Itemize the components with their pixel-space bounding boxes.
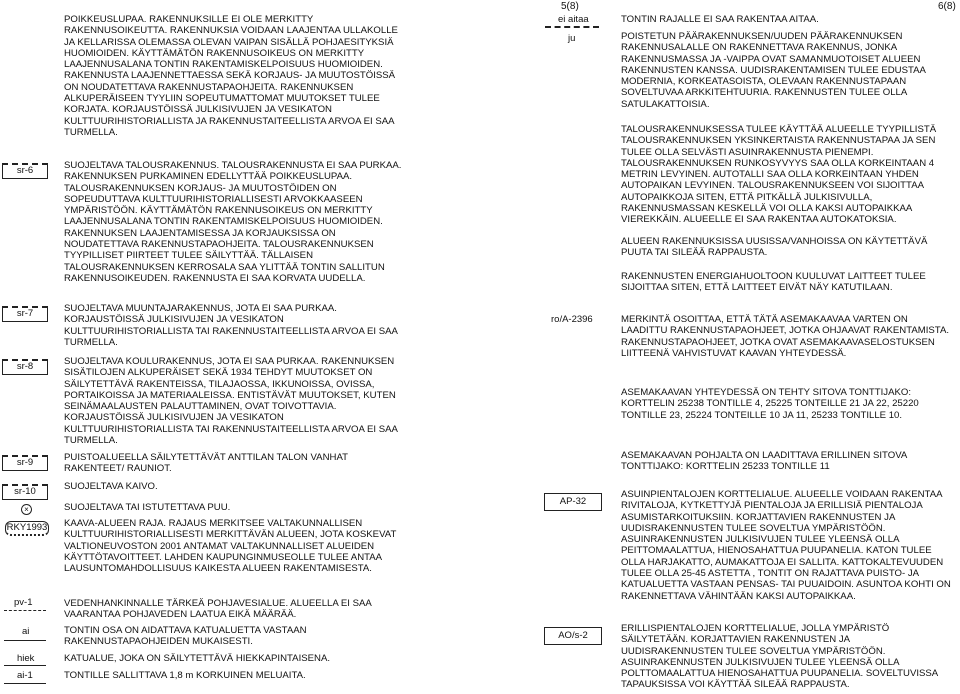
ao-s-2-text: ERILLISPIENTALOJEN KORTTELIALUE, JOLLA YMPÄRISTÖ SÄILYTETÄÄN. KORJATTAVIEN RAKENNUSTEN JA UUDISRAKENNUSTEN TULEE SOVELTUA YMPÄRISTÖÖN. ASUINRAKENNUSTEN JULKISIVUJEN TULEE YLEENSÄ OLLA POLTTOMAALATTUA HIENOSAHATTUA PUUPANELIA. SOVELTUVISSA TAPAUKSISSA VOI KÄYTTÄÄ SILEÄÄ RAPPAUSTA. [621, 623, 938, 691]
ro-label: ro/A-2396 [551, 314, 593, 325]
sr-7-symbol [2, 306, 48, 322]
sr-9-label: sr-9 [16, 457, 34, 468]
sr-6-symbol [2, 163, 48, 179]
ju-text-1: POISTETUN PÄÄRAKENNUKSEN/UUDEN PÄÄRAKENNUKSEN RAKENNUSALALLE ON RAKENNETTAVA RAKENNUS, JONKA RAKENNUSMASSA JA -VAIPPA OVAT SAMANMUOTOISET ALUEEN RAKENNUSTEN KANSSA. UUDISRAKENTAMISEN TULEE EDUSTAA MODERNIA, KORKEATASOISTA, OLEVAAN RAKENNUSTAPAAN SOVELTUVAA ARKKITEHTUURIA. RAKENNUSTEN TULEE OLLA SATULAKATTOISIA. [621, 31, 926, 110]
ei-aitaa-line [545, 26, 599, 28]
ap-32-symbol [544, 493, 602, 511]
ai-text: TONTIN OSA ON AIDATTAVA KATUALUETTA VASTAAN RAKENNUSTAPAOHJEIDEN MUKAISESTI. [64, 625, 307, 648]
sr-8-text: SUOJELTAVA KOULURAKENNUS, JOTA EI SAA PURKAA. RAKENNUKSEN SISÄTILOJEN ALKUPERÄISET SEKÄ 1934 TEHDYT MUUTOKSET ON SÄILYTETTÄVÄ RAKENTEISSA, TILAJAOSSA, IKKUNOISSA, OVISSA, PORTAIKOISSA JA MATERIAALEISSA. ENTISTÄVÄT MUUTOKSET, KUTEN SEINÄMAALAUSTEN PALAUTTAMINEN, OVAT TOIVOTTAVIA. KORJAUSTÖISSÄ JULKISIVUJEN JA VESIKATON KULTTUURIHISTORIALLISTA TAI RAKENNUSTAITEELLISTA ARVOA EI SAA TURMELLA. [64, 356, 398, 447]
tonttijako-text-2: ASEMAKAAVAN POHJALTA ON LAADITTAVA ERILLINEN SITOVA TONTTIJAKO: KORTTELIN 25233 TONTILLE 11 [621, 450, 907, 473]
sr-9-symbol [2, 455, 48, 471]
sr-9-text: PUISTOALUEELLA SÄILYTETTÄVÄT ANTTILAN TALON VANHAT RAKENTEET/ RAUNIOT. [64, 452, 348, 475]
page-number-left: 5(8) [561, 1, 579, 12]
ao-s-2-label: AO/s-2 [558, 630, 588, 641]
ro-text: MERKINTÄ OSOITTAA, ETTÄ TÄTÄ ASEMAKAAVAA VARTEN ON LAADITTU RAKENNUSTAPAOHJEET, JOTKA OHJAAVAT RAKENTAMISTA. RAKENNUSTAPAOHJEET, JOTKA OVAT ASEMAKAAVASELOSTUKSEN LIITTEENÄ VAHVISTUVAT KAAVAN YHTEYDESSÄ. [621, 314, 950, 359]
page-number-right: 6(8) [938, 1, 956, 12]
ju-label: ju [568, 33, 576, 44]
ai-line [4, 640, 46, 641]
tree-symbol-icon: × [21, 504, 32, 515]
sr-10-text: SUOJELTAVA KAIVO. [64, 481, 158, 492]
sr-10-symbol [2, 484, 48, 500]
sr-6-text: SUOJELTAVA TALOUSRAKENNUS. TALOUSRAKENNUSTA EI SAA PURKAA. RAKENNUKSEN PURKAMINEN EDELLYTTÄÄ POIKKEUSLUPAA. TALOUSRAKENNUKSEN KORJAUS- JA MUUTOSTÖIDEN ON SOPEUDUTTAVA KULTTUURIHISTORIALLISESTI ARVOKKAASEEN YMPÄRISTÖÖN. KÄYTTÄMÄTÖN RAKENNUSOIKEUS ON MERKITTY LAAJENNUSALANA TONTIN RAKENTAMISKELPOISUUS HUOMIOIDEN. RAKENNUKSEN LAAJENTAMISESSA JA KORJAUKSISSA ON NOUDATETTAVA RAKENNUSTAPAOHJEITA. TALOUSRAKENNUKSEN TYYPILLISET PIIRTEET TULEE SÄILYTTÄÄ. TÄLLAISEN TALOUSRAKENNUKSEN KERROSALA SAA YLITTÄÄ TONTIN SALLITUN RAKENNUSOIKEUDEN. RAKENNUSTA EI SAA KORVATA UUDELLA. [64, 160, 402, 284]
ao-s-2-symbol [544, 627, 602, 645]
tonttijako-text-1: ASEMAKAAVAN YHTEYDESSÄ ON TEHTY SITOVA TONTTIJAKO: KORTTELIN 25238 TONTILLE 4, 25225 TONTEILLE 21 JA 22, 25220 TONTILLE 23, 25224 TONTEILLE 10 JA 11, 25233 TONTILLE 10. [621, 387, 919, 421]
left-intro-paragraph: POIKKEUSLUPAA. RAKENNUKSILLE EI OLE MERKITTY RAKENNUSOIKEUTTA. RAKENNUKSIA VOIDAAN LAAJENTAA ULLAKOLLE JA KELLARISSA OLEMASSA OLEVAN VAIPAN SISÄLLÄ POHJAESITYKSIÄ HUOMIOIDEN. KÄYTTÄMÄTÖN RAKENNUSOIKEUS ON MERKITTY LAAJENNUSALANA TONTIN RAKENTAMISKELPOISUUS HUOMIOIDEN. RAKENNUSTA LAAJENNETTAESSA SEKÄ KORJAUS- JA MUUTOSTÖISSÄ ON NOUDATETTAVA RAKENNUSTAPAOHJEITA. RAKENNUKSEN ALKUPERÄISEEN TYYLIIN SOPEUTUMATTOMAT MUUTOKSET TULEE KORJATA. KORJAUSTÖISSÄ JULKISIVUJEN JA VESIKATON KULTTUURIHISTORIALLISTA JA RAKENNUSTAITEELLISTA ARVOA EI SAA TURMELLA. [64, 14, 398, 138]
hiek-label: hiek [17, 653, 35, 664]
pv-1-label: pv-1 [14, 597, 33, 608]
sr-8-symbol [2, 359, 48, 375]
rky-text: KAAVA-ALUEEN RAJA. RAJAUS MERKITSEE VALTAKUNNALLISEN KULTTUURIHISTORIALLISESTI MERKITTÄVÄN ALUEEN, JOTA KOSKEVAT VALTIONEUVOSTON 2001 ANTAMAT VALTAKUNNALLISET ALUEIDEN KÄYTTÖTAVOITTEET. LAHDEN KAUPUNGINMUSEOLLE TULEE ANTAA LAUSUNTOMAHDOLLISUUS KAIKESTA ALUEEN RAKENTAMISESTA. [64, 518, 397, 575]
pv-1-line [4, 610, 46, 611]
pv-1-text: VEDENHANKINNALLE TÄRKEÄ POHJAVESIALUE. ALUEELLA EI SAA VAARANTAA POHJAVEDEN LAATUA EIKÄ MÄÄRÄÄ. [64, 598, 372, 621]
ai-1-line [4, 683, 46, 684]
hiek-line [4, 665, 46, 666]
rky-symbol [5, 521, 49, 536]
ju-text-3: ALUEEN RAKENNUKSISSA UUSISSA/VANHOISSA ON KÄYTETTÄVÄ PUUTA TAI SILEÄÄ RAPPAUSTA. [621, 236, 928, 259]
ap-32-label: AP-32 [559, 496, 587, 507]
hiek-text: KATUALUE, JOKA ON SÄILYTETTÄVÄ HIEKKAPINTAISENA. [64, 653, 331, 664]
sr-10-label: sr-10 [14, 486, 36, 497]
sr-8-label: sr-8 [16, 361, 34, 372]
sr-6-label: sr-6 [16, 165, 34, 176]
ap-32-text: ASUINPIENTALOJEN KORTTELIALUE. ALUEELLE VOIDAAN RAKENTAA RIVITALOJA, KYTKETTYJÄ PIENTALOJA JA ERILLISIÄ PIENTALOJA ASUMISTARKOITUKSIIN. KORJATTAVIEN RAKENNUSTEN JA UUDISRAKENNUSTEN TULEE SOVELTUA YMPÄRISTÖÖN. ASUINRAKENNUSTEN JULKISIVUJEN TULEE YLEENSÄ OLLA PEITTOMAALATTUA, HIENOSAHATTUA PUUPANELIA. KATON TULEE OLLA HARJAKATTO, AUMAKATTOJA EI SALLITA. KATTOKALTEVUUDEN TULEE OLLA 25-45 ASTETTA , TONTIT ON RAJATTAVA PUISTO- JA KATUALUETTA VASTAAN PENSAS- TAI PUUAIDOIN. ASUNTOA KOHTI ON RAKENNETTAVA VÄHINTÄÄN KAKSI AUTOPAIKKAA. [621, 489, 951, 602]
tree-text: SUOJELTAVA TAI ISTUTETTAVA PUU. [64, 502, 231, 513]
ju-text-2: TALOUSRAKENNUKSESSA TULEE KÄYTTÄÄ ALUEELLE TYYPILLISTÄ TALOUSRAKENNUKSEN YKSINKERTAISTA RAKENNUSTAPAA JA SEN TULEE OLLA SELVÄSTI ASUINRAKENNUSTA PIENEMPI. TALOUSRAKENNUKSEN RUNKOSYVYYS SAA OLLA KORKEINTAAN 4 METRIN LEVYINEN. AUTOTALLI SAA OLLA KORKEINTAAN YHDEN AUTOPAIKAN LEVYINEN. TALOUSRAKENNUKSEEN VOI SIJOITTAA AUTOPAIKKOJA SITEN, ETTÄ PITKÄLLÄ JULKISIVULLA, RAKENNUSMASSAN KESKELLÄ VOI OLLA KAKSI AUTOPAIKKAA VIEREKKÄIN. ALUEELLE EI SAA RAKENTAA AUTOKATOKSIA. [621, 124, 937, 226]
sr-7-text: SUOJELTAVA MUUNTAJARAKENNUS, JOTA EI SAA PURKAA. KORJAUSTÖISSÄ JULKISIVUJEN JA VESIKATON KULTTUURIHISTORIALLISTA TAI RAKENNUSTAITEELLISTA ARVOA EI SAA TURMELLA. [64, 303, 398, 348]
sr-7-label: sr-7 [16, 308, 34, 319]
ju-text-4: RAKENNUSTEN ENERGIAHUOLTOON KUULUVAT LAITTEET TULEE SIJOITTAA SITEN, ETTÄ LAITTEET EIVÄT NÄY KATUTILAAN. [621, 271, 926, 294]
ei-aitaa-text: TONTIN RAJALLE EI SAA RAKENTAA AITAA. [621, 14, 819, 25]
ai-1-label: ai-1 [17, 670, 33, 681]
rky-label: RKY1993 [6, 522, 48, 533]
ai-1-text: TONTILLE SALLITTAVA 1,8 m KORKUINEN MELUAITA. [64, 670, 306, 681]
ei-aitaa-label: ei aitaa [558, 14, 589, 25]
ai-label: ai [22, 626, 30, 637]
